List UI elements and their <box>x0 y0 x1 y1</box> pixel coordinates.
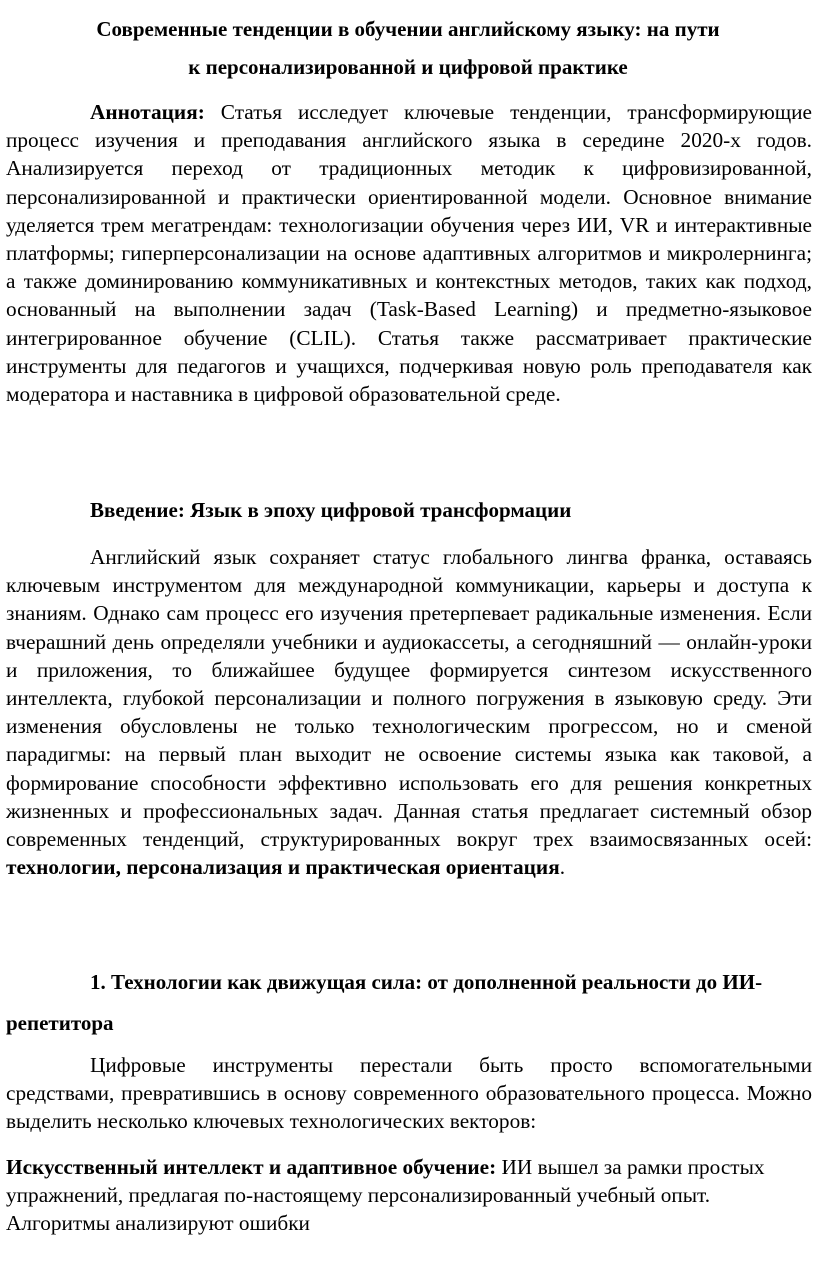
intro-text: Английский язык сохраняет статус глобального лингва франка, оставаясь ключевым инструментом для международной коммуникации, карьеры и доступа к знаниям. Однако сам процесс его изучения претерпевает радикальные изменения. Если вчерашний день определяли учебники и аудиокассеты, а сегодняшний — онлайн-уроки и приложения, то ближайшее будущее формируется синтезом искусственного интеллекта, глубокой персонализации и полного погружения в языковую среду. Эти изменения обусловлены не только технологическим прогрессом, но и сменой парадигмы: на первый план выходит не освоение системы языка как таковой, а формирование способности эффективно использовать его для решения конкретных жизненных и профессиональных задач. Данная статья предлагает системный обзор современных тенденций, структурированных вокруг трех взаимосвязанных осей: <box>6 545 812 852</box>
intro-paragraph <box>6 543 812 881</box>
abstract-text: Статья исследует ключевые тенденции, трансформирующие процесс изучения и преподавания английского языка в середине 2020-х годов. Анализируется переход от традиционных методик к цифровизированной, персонализированной и практически ориентированной модели. Основное внимание уделяется трем мегатрендам: технологизации обучения через ИИ, VR и интерактивные платформы; гиперперсонализации на основе адаптивных алгоритмов и микролернинга; а также доминированию коммуникативных и контекстных методов, таких как подход, основанный на выполнении задач (Task-Based Learning) и предметно-языковое интегрированное обучение (CLIL). Статья также рассматривает практические инструменты для педагогов и учащихся, подчеркивая новую роль преподавателя как модератора и наставника в цифровой образовательной среде. <box>6 100 812 407</box>
title-line-2: к персонализированной и цифровой практике <box>188 55 628 79</box>
abstract-paragraph <box>6 98 812 408</box>
section1-heading: 1. Технологии как движущая сила: от дополненной реальности до ИИ-репетитора <box>6 970 763 1035</box>
ai-item-label: Искусственный интеллект и адаптивное обучение: <box>6 1155 497 1179</box>
abstract-label: Аннотация: <box>90 100 205 124</box>
article-title <box>0 10 816 86</box>
intro-bold-axes: технологии, персонализация и практическая ориентация <box>6 855 560 880</box>
intro-end: . <box>559 855 566 880</box>
section1-paragraph: Цифровые инструменты перестали быть просто вспомогательными средствами, превратившись в основу современного образовательного процесса. Можно выделить несколько ключевых технологических векторов: <box>6 1053 812 1134</box>
intro-heading: Введение: Язык в эпоху цифровой трансформации <box>90 498 572 522</box>
title-line-1: Современные тенденции в обучении английскому языку: на пути <box>96 17 720 41</box>
ai-item-paragraph <box>6 1153 796 1238</box>
ai-item-text: ИИ вышел за рамки простых упражнений, предлагая по-настоящему персонализированный учебный опыт. Алгоритмы анализируют ошибки <box>6 1155 765 1236</box>
